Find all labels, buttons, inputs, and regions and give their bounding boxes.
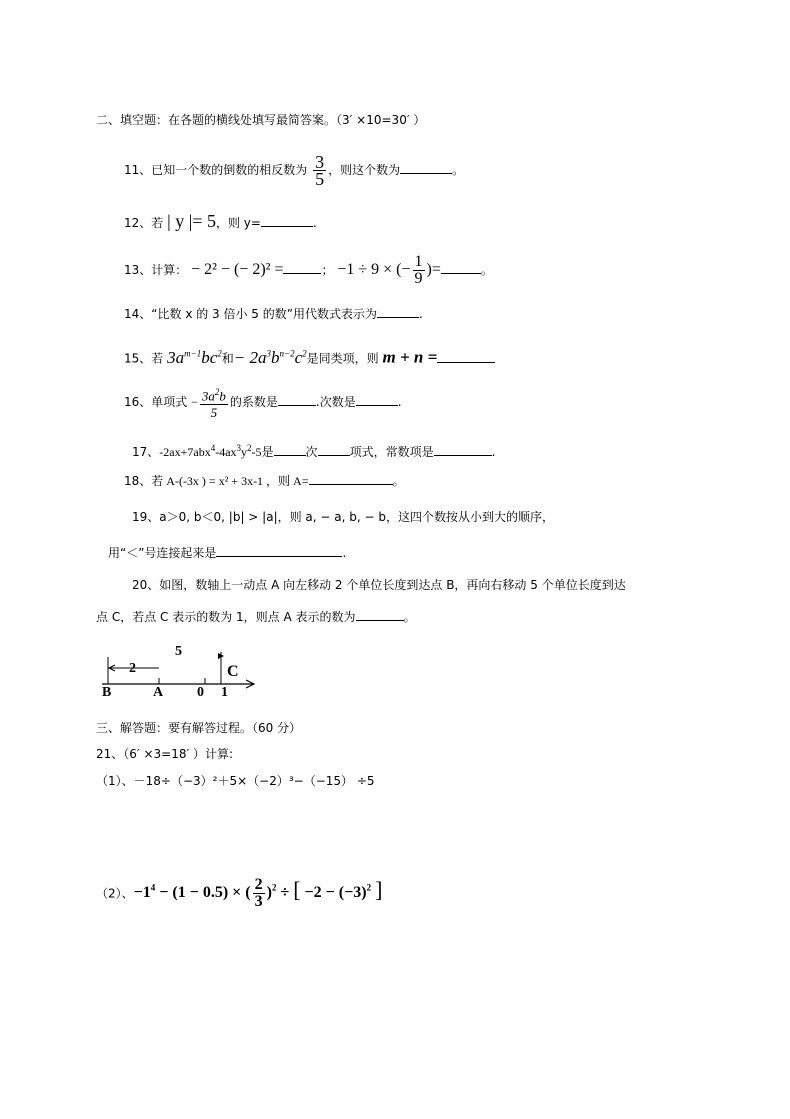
q20-line-1: 如图，数轴上一动点 A 向左移动 2 个单位长度到达点 B，再向右移动 5 个单位长度到达 <box>159 578 626 592</box>
question-20-line-2: 点 C，若点 C 表示的数为 1，则点 A 表示的数为 。 <box>96 610 416 624</box>
q13-fraction: $\frac{1}{9}$ <box>414 253 423 287</box>
question-12: 12、若 | y |= 5，则 y= . <box>124 211 317 231</box>
q21-part-2: （2）、$-1^4 - (1 - 0.5)$ × ( $\frac{2}{3}$ )$^2$ ÷ [ $-2 - (-3)^2$ ] <box>96 876 383 911</box>
q16-answer-blank-1[interactable] <box>278 393 316 406</box>
q21-fraction: $\frac{2}{3}$ <box>254 876 263 911</box>
q12-expression: | y |= 5 <box>167 211 216 231</box>
q15-expression: m + n = <box>382 347 438 367</box>
q21-part-1: （1）、－18÷（−3）²＋5×（−2）³−（−15） ÷5 <box>96 774 375 788</box>
q13-expression-1: − 2² − (− 2)² = <box>191 261 284 278</box>
q21-heading: 21、（6′ ×3=18′ ）计算: <box>96 747 234 761</box>
q12-answer-blank[interactable] <box>261 214 313 227</box>
q20-answer-blank[interactable] <box>356 608 404 621</box>
number-line-diagram <box>96 640 266 700</box>
q15-term-1: $3a^{m-1}bc^2$ <box>167 347 222 367</box>
label-1: 1 <box>221 685 228 700</box>
question-13: 13、计算： − 2² − (− 2)² = ； −1 ÷ 9 × (− $\frac{1}{9}$ )= 。 <box>124 253 493 287</box>
section3-heading: 三、解答题：要有解答过程。（60 分） <box>96 721 302 735</box>
q19-line-1: a＞0, b＜0, |b| > |a|，则 a, − a, b, − b，这四个数按从小到大的顺序， <box>159 510 554 524</box>
label-b: B <box>102 685 112 700</box>
q17-expression: $-2ax+7abx^4-4ax^3y^2-5$ <box>159 443 262 459</box>
question-15: 15、若 $3a^{m-1}bc^2$和− $2a^3b^{n-2}c^2$是同类项，则 m + n = <box>124 340 495 366</box>
q18-answer-blank[interactable] <box>309 472 393 485</box>
question-17: 17、$-2ax+7abx^4-4ax^3y^2-5$是 次 项式，常数项是 . <box>132 443 496 459</box>
section2-heading: 二、填空题：在各题的横线处填写最简答案。（3′ ×10=30′ ） <box>96 113 426 127</box>
q11-answer-blank[interactable] <box>400 161 452 174</box>
q13-expression-2: −1 ÷ 9 × (− <box>337 261 411 278</box>
q16-fraction: $\frac{3a^2b}{5}$ <box>200 384 228 421</box>
q17-answer-blank-1[interactable] <box>274 443 306 456</box>
q11-text-post: ，则这个数为 <box>328 163 401 177</box>
question-19: 19、a＞0, b＜0, |b| > |a|，则 a, − a, b, − b，这四个数按从小到大的顺序， <box>132 510 554 524</box>
q14-answer-blank[interactable] <box>377 305 419 318</box>
q13-answer-blank-2[interactable] <box>441 261 481 274</box>
question-14: 14、“比数 x 的 3 倍小 5 的数”用代数式表示为 . <box>124 307 423 321</box>
question-20: 20、如图，数轴上一动点 A 向左移动 2 个单位长度到达点 B，再向右移动 5 个单位长度到达 <box>132 578 626 592</box>
question-18: 18、若 A-(-3x ) = x² + 3x-1 ，则 A= 。 <box>124 474 405 488</box>
q21-part-2-expression: $-1^4 - (1 - 0.5)$ × ( <box>133 883 251 902</box>
q15-term-2: − $2a^3b^{n-2}c^2$ <box>233 347 307 367</box>
label-2: 2 <box>129 661 136 676</box>
q11-text: 已知一个数的倒数的相反数为 <box>151 163 308 177</box>
question-11: 11、已知一个数的倒数的相反数为 $\frac{3}{5}$ ，则这个数为 。 <box>124 152 465 189</box>
label-5: 5 <box>175 644 182 659</box>
question-19-line-2: 用“＜”号连接起来是 . <box>108 546 347 560</box>
q15-answer-blank[interactable] <box>437 350 495 363</box>
label-0: 0 <box>197 685 204 700</box>
q17-answer-blank-2[interactable] <box>318 443 350 456</box>
q17-answer-blank-3[interactable] <box>434 443 492 456</box>
q19-answer-blank[interactable] <box>216 544 342 557</box>
q11-number: 11、 <box>124 163 152 177</box>
question-16: 16、单项式 − $\frac{3a^2b}{5}$ 的系数是 .次数是 . <box>124 382 402 422</box>
label-c: C <box>227 663 239 680</box>
q11-fraction: $\frac{3}{5}$ <box>315 152 325 189</box>
q13-answer-blank-1[interactable] <box>283 261 321 274</box>
label-a: A <box>153 685 164 700</box>
q18-text: 若 A-(-3x ) = x² + 3x-1 ，则 A= <box>151 474 309 488</box>
q16-answer-blank-2[interactable] <box>356 393 398 406</box>
